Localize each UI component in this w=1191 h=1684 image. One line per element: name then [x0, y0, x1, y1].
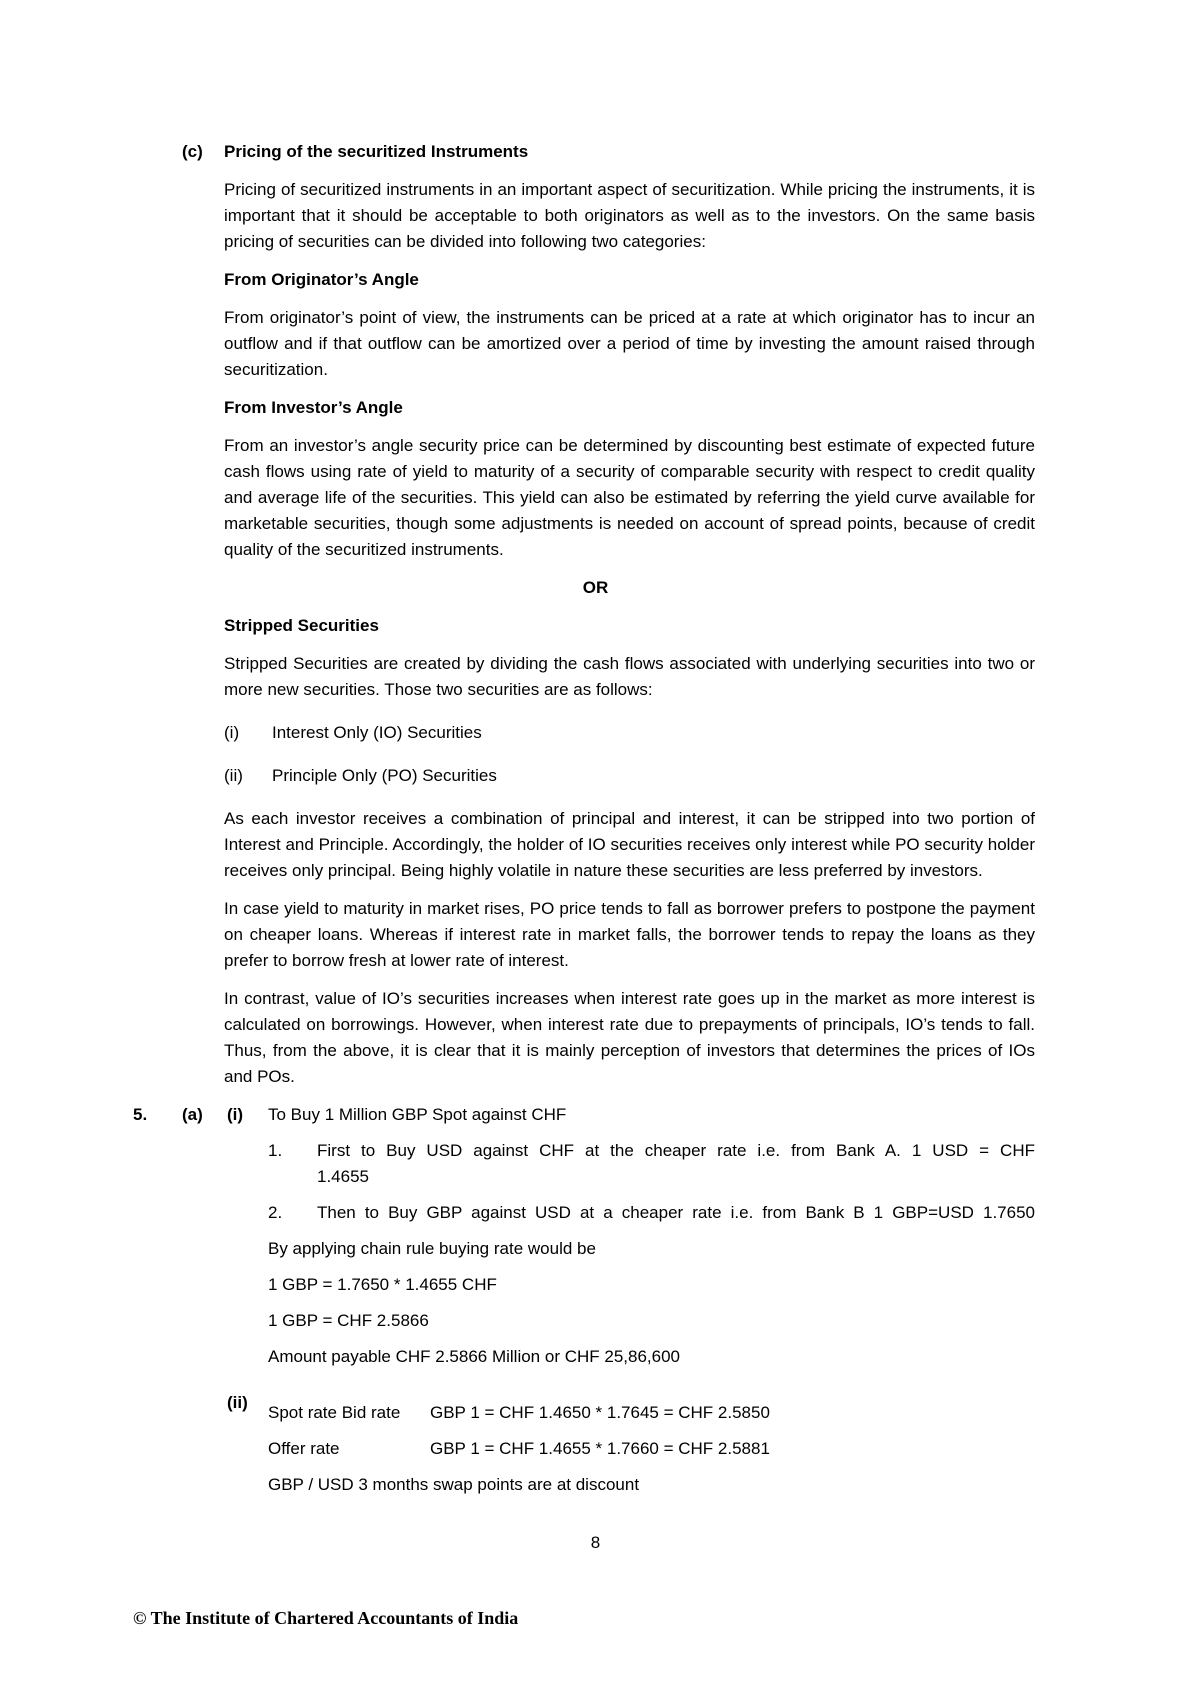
question-part-label: (a): [182, 1105, 203, 1124]
step-1-line-2: 1.4655: [317, 1167, 369, 1186]
answer-item-ii-label: (ii): [227, 1393, 248, 1412]
paragraph-stripped-3: In contrast, value of IO’s securities increases when interest rate goes up in the market as more interest is calculated on borrowings. However, when interest rate due to prepayments of principals, IO’s tends to fall. Thus, from the above, it is clear that it is mainly perception of investors that determines the prices of IOs and POs.: [224, 989, 1035, 1086]
list-item-label: (ii): [224, 766, 243, 785]
section-c-title: Pricing of the securitized Instruments: [224, 142, 529, 161]
subheading-investors-angle: From Investor’s Angle: [224, 398, 403, 417]
paragraph-stripped-1: As each investor receives a combination of principal and interest, it can be stripped into two portion of Interest and Principle. Accordingly, the holder of IO securities receives only interest while PO security holder receives only principal. Being highly volatile in nature these securities are less preferred by investors.: [224, 809, 1035, 880]
rate-row-spot-bid: [268, 1400, 1035, 1426]
answer-item-i-body: [268, 1102, 1035, 1380]
working-line-gbp-calc: 1 GBP = 1.7650 * 1.4655 CHF: [268, 1275, 497, 1294]
paragraph-investors-angle: From an investor’s angle security price can be determined by discounting best estimate of expected future cash flows using rate of yield to maturity of a security of comparable security with respect to credit quality and average life of the securities. This yield can also be estimated by referring the yield curve available for marketable securities, though some adjustments is needed on account of spread points, because of credit quality of the securitized instruments.: [224, 436, 1035, 559]
step-1-text: [317, 1138, 1035, 1190]
list-item: [224, 763, 1035, 789]
step-2-line-1: Then to Buy GBP against USD at a cheaper rate i.e. from Bank B 1 GBP=USD 1.7650: [317, 1203, 1035, 1222]
paragraph-originators-angle: From originator’s point of view, the instruments can be priced at a rate at which originator has to incur an outflow and if that outflow can be amortized over a period of time by investing the amount raised through securitization.: [224, 308, 1035, 379]
paragraph-intro: Pricing of securitized instruments in an important aspect of securitization. While pricing the instruments, it is important that it should be acceptable to both originators as well as to the investors. On the same basis pricing of securities can be divided into following two categories:: [224, 180, 1035, 251]
rate-row-offer: [268, 1436, 1035, 1462]
section-c-body: [224, 177, 1035, 1090]
list-item-text: Interest Only (IO) Securities: [272, 723, 482, 742]
rate-name: Offer rate: [268, 1439, 340, 1458]
subheading-stripped-securities: Stripped Securities: [224, 616, 379, 635]
working-line-chain-rule: By applying chain rule buying rate would be: [268, 1239, 596, 1258]
answer-item-ii-body: [268, 1390, 1035, 1508]
step-2-text: [317, 1200, 1035, 1226]
answer-item-i-title: To Buy 1 Million GBP Spot against CHF: [268, 1105, 567, 1124]
rate-name: Spot rate Bid rate: [268, 1403, 401, 1422]
or-divider: OR: [582, 578, 609, 597]
swap-points-note: GBP / USD 3 months swap points are at discount: [268, 1475, 640, 1494]
working-line-amount-payable: Amount payable CHF 2.5866 Million or CHF 25,86,600: [268, 1347, 680, 1366]
step-1: [268, 1138, 1035, 1190]
answer-item-i: [227, 1102, 1035, 1380]
section-c-heading-row: [182, 139, 1035, 165]
step-1-line-1: First to Buy USD against CHF at the cheaper rate i.e. from Bank A. 1 USD = CHF: [317, 1141, 1035, 1160]
section-c-label: (c): [182, 142, 203, 161]
page-number: 8: [590, 1533, 601, 1552]
question-5: [133, 1102, 1191, 1518]
subheading-originators-angle: From Originator’s Angle: [224, 270, 419, 289]
paragraph-stripped-intro: Stripped Securities are created by dividing the cash flows associated with underlying securities into two or more new securities. Those two securities are as follows:: [224, 654, 1035, 699]
answer-item-ii: [227, 1390, 1035, 1508]
list-item-label: (i): [224, 723, 240, 742]
question-number: 5.: [133, 1105, 148, 1124]
rate-value: GBP 1 = CHF 1.4650 * 1.7645 = CHF 2.5850: [430, 1403, 770, 1422]
answer-item-i-label: (i): [227, 1105, 244, 1124]
list-item: [224, 720, 1035, 746]
working-line-gbp-result: 1 GBP = CHF 2.5866: [268, 1311, 429, 1330]
step-1-number: 1.: [268, 1141, 283, 1160]
question-5-content: [227, 1102, 1035, 1518]
section-c: [182, 139, 1035, 1090]
step-2-number: 2.: [268, 1203, 283, 1222]
copyright-footer: © The Institute of Chartered Accountants of India: [133, 1608, 519, 1628]
step-2: [268, 1200, 1035, 1226]
rate-value: GBP 1 = CHF 1.4655 * 1.7660 = CHF 2.5881: [430, 1439, 770, 1458]
paragraph-stripped-2: In case yield to maturity in market rises, PO price tends to fall as borrower prefers to postpone the payment on cheaper loans. Whereas if interest rate in market falls, the borrower tends to repay the loans as they prefer to borrow fresh at lower rate of interest.: [224, 899, 1035, 970]
list-item-text: Principle Only (PO) Securities: [272, 766, 497, 785]
